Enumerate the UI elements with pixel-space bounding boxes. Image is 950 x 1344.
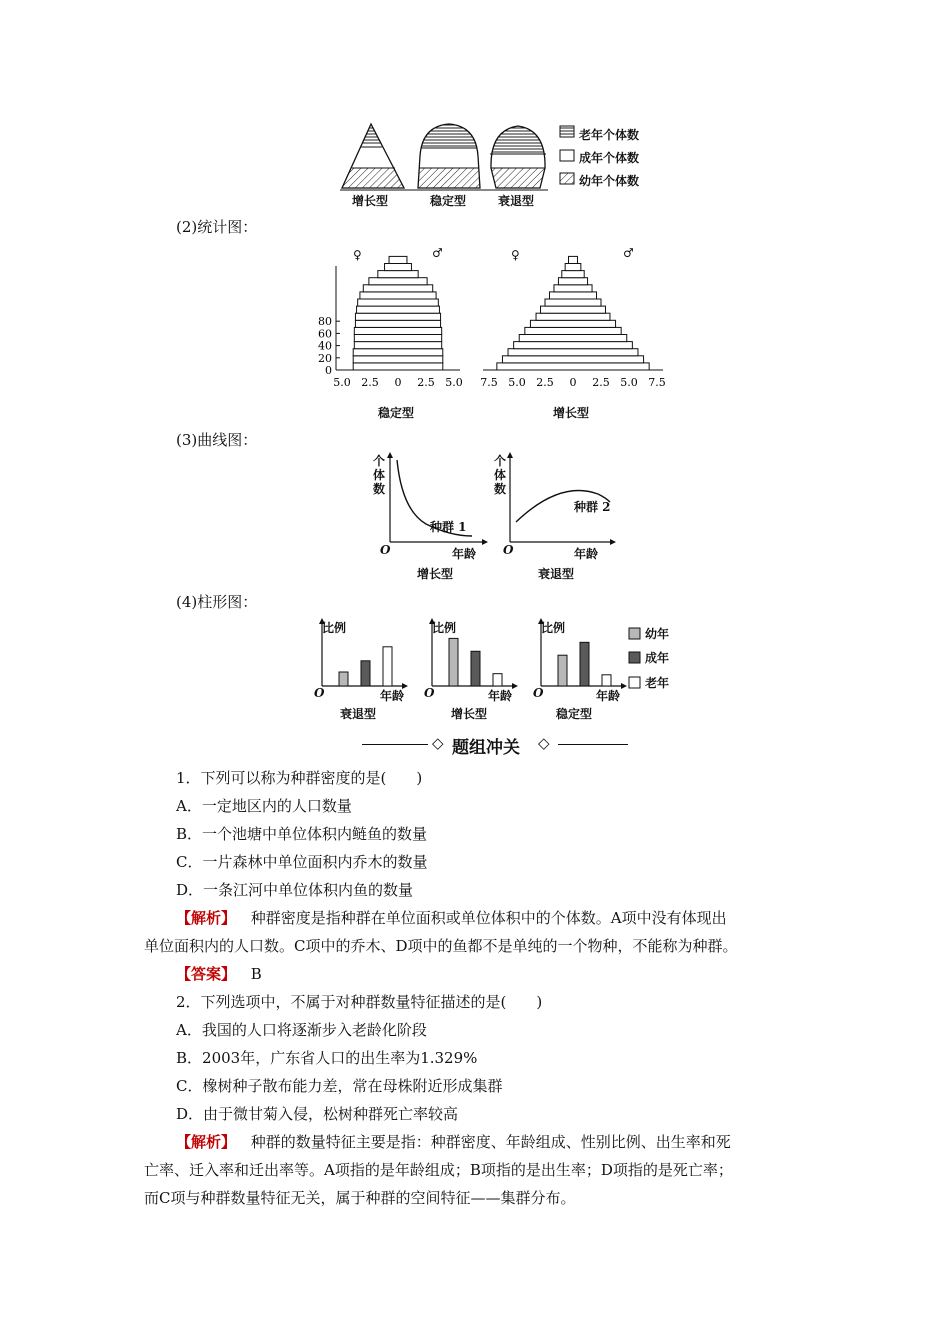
stable-pyramid-bar [353, 356, 443, 363]
bar-legend-swatch [629, 677, 640, 688]
growth-pyramid-bar [530, 320, 615, 327]
curve1-ylabel: 个体数 [373, 454, 386, 496]
growth-x-tick-label: 7.5 [480, 376, 498, 389]
stable-y-tick-label: 20 [318, 351, 332, 365]
stable-pyramid-bar [378, 271, 418, 278]
growth-x-tick-label: 5.0 [620, 376, 638, 389]
growth-male-symbol: ♂ [623, 246, 634, 260]
bar2-origin: O [424, 686, 435, 700]
stable-pyramid-bar [354, 342, 441, 349]
stable-x-tick-label: 2.5 [417, 376, 435, 389]
bar-mark [449, 638, 458, 686]
q1-answer-tag: 【答案】 [176, 965, 237, 983]
bar1-xlabel: 年龄 [380, 689, 405, 703]
stable-x-tick-label: 2.5 [361, 376, 379, 389]
bar-mark [471, 651, 480, 686]
curve2-origin: O [503, 543, 514, 557]
legend-adult-swatch [560, 150, 574, 161]
growth-pyramid-bar [558, 278, 587, 285]
section-divider [362, 733, 628, 758]
bar-legend-swatch [629, 628, 640, 639]
q2-analysis-tag: 【解析】 [176, 1133, 237, 1151]
growth-pyramid-bar [536, 313, 610, 320]
bar1-caption: 衰退型 [340, 707, 377, 721]
growth-pyramid-caption: 增长型 [553, 406, 590, 420]
section-label-curve: (3)曲线图： [176, 431, 258, 449]
bar-legend-adult: 成年 [645, 651, 670, 665]
q1-answer-line [176, 964, 262, 984]
stable-x-tick-label: 5.0 [445, 376, 463, 389]
bar-mark [558, 655, 567, 686]
growth-pyramid-bar [569, 256, 578, 263]
section-label-stat: (2)统计图： [176, 218, 258, 236]
stable-pyramid-bar [355, 320, 440, 327]
stable-pyramid-bar [360, 292, 436, 299]
shape-caption-growth: 增长型 [352, 194, 389, 208]
bar-mark [493, 674, 502, 686]
curve1-caption: 增长型 [417, 567, 454, 581]
curve2-ylabel: 个体数 [494, 454, 507, 496]
growth-female-symbol: ♀ [511, 248, 520, 262]
stable-pyramid-bar [353, 349, 443, 356]
bar-legend-young: 幼年 [645, 627, 670, 641]
q1-option-d: D．一条江河中单位体积内鱼的数量 [176, 881, 414, 899]
stable-pyramid-bar [353, 363, 443, 370]
legend-adult-label: 成年个体数 [579, 151, 640, 165]
divider-diamond-left: ◇ [432, 734, 444, 752]
pyramid-svg [308, 244, 678, 424]
stable-female-symbol: ♀ [353, 248, 362, 262]
growth-pyramid-bar [545, 299, 601, 306]
bar-mark [580, 642, 589, 686]
curve2-series-label: 种群 2 [574, 500, 611, 514]
bar3-ylabel: 比例 [541, 621, 566, 635]
q1-option-c: C．一片森林中单位面积内乔木的数量 [176, 853, 428, 871]
legend-old-swatch [560, 126, 574, 137]
growth-pyramid-bar [562, 271, 584, 278]
bar-mark [602, 675, 611, 686]
q2-analysis-line3: 而C项与种群数量特征无关，属于种群的空间特征——集群分布。 [144, 1189, 576, 1207]
stable-pyramid-bar [369, 278, 427, 285]
stable-pyramid-caption: 稳定型 [378, 406, 415, 420]
curve2-caption: 衰退型 [538, 567, 575, 581]
stable-pyramid-bar [355, 313, 440, 320]
q2-option-a: A．我国的人口将逐渐步入老龄化阶段 [176, 1021, 427, 1039]
q1-analysis-line2: 单位面积内的人口数。C项中的乔木、D项中的鱼都不是单纯的一个物种，不能称为种群。 [144, 937, 738, 955]
q1-option-a: A．一定地区内的人口数量 [176, 797, 352, 815]
bar-mark [339, 672, 348, 686]
growth-pyramid-bar [497, 363, 649, 370]
stable-pyramid-bar [389, 256, 407, 263]
bar3-caption: 稳定型 [556, 707, 593, 721]
legend-old-label: 老年个体数 [579, 128, 640, 142]
divider-line-right [558, 744, 628, 745]
curve1-series-label: 种群 1 [430, 520, 467, 534]
stable-y-tick-label: 80 [318, 315, 332, 329]
bar2-caption: 增长型 [451, 707, 488, 721]
stable-pyramid-bar [354, 335, 441, 342]
q2-option-b: B．2003年，广东省人口的出生率为1.329% [176, 1049, 478, 1067]
bar3-origin: O [533, 686, 544, 700]
q1-analysis-tag: 【解析】 [176, 909, 237, 927]
q1-option-b: B．一个池塘中单位体积内鲢鱼的数量 [176, 825, 428, 843]
growth-pyramid-bar [519, 335, 627, 342]
bar-mark [383, 647, 392, 686]
q1-analysis-line1 [176, 908, 727, 928]
bar-figure [308, 614, 688, 724]
legend-young-label: 幼年个体数 [579, 174, 640, 188]
growth-pyramid-bar [565, 264, 581, 271]
growth-x-tick-label: 5.0 [508, 376, 526, 389]
growth-pyramid-bar [508, 349, 638, 356]
stable-pyramid-bar [354, 327, 441, 334]
stable-male-symbol: ♂ [432, 246, 443, 260]
bar2-ylabel: 比例 [432, 621, 457, 635]
stable-pyramid-bar [385, 264, 412, 271]
growth-x-tick-label: 2.5 [536, 376, 554, 389]
stable-x-tick-label: 0 [394, 376, 402, 389]
bar3-xlabel: 年龄 [596, 689, 621, 703]
growth-pyramid-bar [541, 306, 606, 313]
q2-analysis-line2: 亡率、迁入率和迁出率等。A项指的是年龄组成；B项指的是出生率；D项指的是死亡率； [144, 1161, 733, 1179]
shape-caption-stable: 稳定型 [430, 194, 467, 208]
section-label-bar: (4)柱形图： [176, 593, 258, 611]
q2-option-c: C．橡树种子散布能力差，常在母株附近形成集群 [176, 1077, 503, 1095]
growth-pyramid-bar [502, 356, 643, 363]
divider-line-left [362, 744, 428, 745]
growth-x-tick-label: 7.5 [648, 376, 666, 389]
growth-pyramid-bar [549, 292, 596, 299]
curve1-origin: O [380, 543, 391, 557]
q2-stem: 2．下列选项中，不属于对种群数量特征描述的是( ) [176, 993, 543, 1011]
bar-x-arrow [621, 683, 627, 689]
stable-pyramid-bar [363, 285, 432, 292]
q1-analysis-text1: 种群密度是指种群在单位面积或单位体积中的个体数。A项中没有体现出 [250, 909, 727, 927]
growth-pyramid-bar [554, 285, 592, 292]
curve-figure [360, 452, 630, 582]
bar-x-arrow [512, 683, 518, 689]
stable-y-tick-label: 40 [318, 339, 332, 353]
q2-analysis-text1: 种群的数量特征主要是指：种群密度、年龄组成、性别比例、出生率和死 [250, 1133, 731, 1151]
shape-caption-decline: 衰退型 [498, 194, 535, 208]
stable-bell [415, 118, 485, 190]
stable-x-tick-label: 5.0 [333, 376, 351, 389]
growth-pyramid-bar [514, 342, 633, 349]
curve2-xlabel: 年龄 [574, 547, 599, 561]
bar1-ylabel: 比例 [322, 621, 347, 635]
growth-x-tick-label: 2.5 [592, 376, 610, 389]
stable-pyramid-bar [357, 306, 440, 313]
bar2-xlabel: 年龄 [488, 689, 513, 703]
legend-young-swatch [560, 173, 574, 184]
age-shape-figure [340, 118, 660, 210]
stable-y-tick-label: 0 [325, 364, 332, 377]
bar-mark [361, 661, 370, 686]
divider-title: 题组冲关 [452, 738, 520, 758]
growth-pyramid-bar [525, 327, 621, 334]
q1-stem: 1．下列可以称为种群密度的是( ) [176, 769, 423, 787]
q1-answer: B [250, 965, 262, 983]
growth-x-tick-label: 0 [569, 376, 577, 389]
q2-option-d: D．由于微甘菊入侵，松树种群死亡率较高 [176, 1105, 459, 1123]
bar-legend-old: 老年 [645, 676, 670, 690]
stable-y-tick-label: 60 [318, 327, 332, 341]
stable-pyramid-bar [358, 299, 439, 306]
divider-diamond-right: ◇ [538, 734, 550, 752]
bar-legend-swatch [629, 652, 640, 663]
curve1-xlabel: 年龄 [452, 547, 477, 561]
q2-analysis-line1 [176, 1132, 731, 1152]
pyramid-figure [308, 244, 678, 424]
bar1-origin: O [314, 686, 325, 700]
